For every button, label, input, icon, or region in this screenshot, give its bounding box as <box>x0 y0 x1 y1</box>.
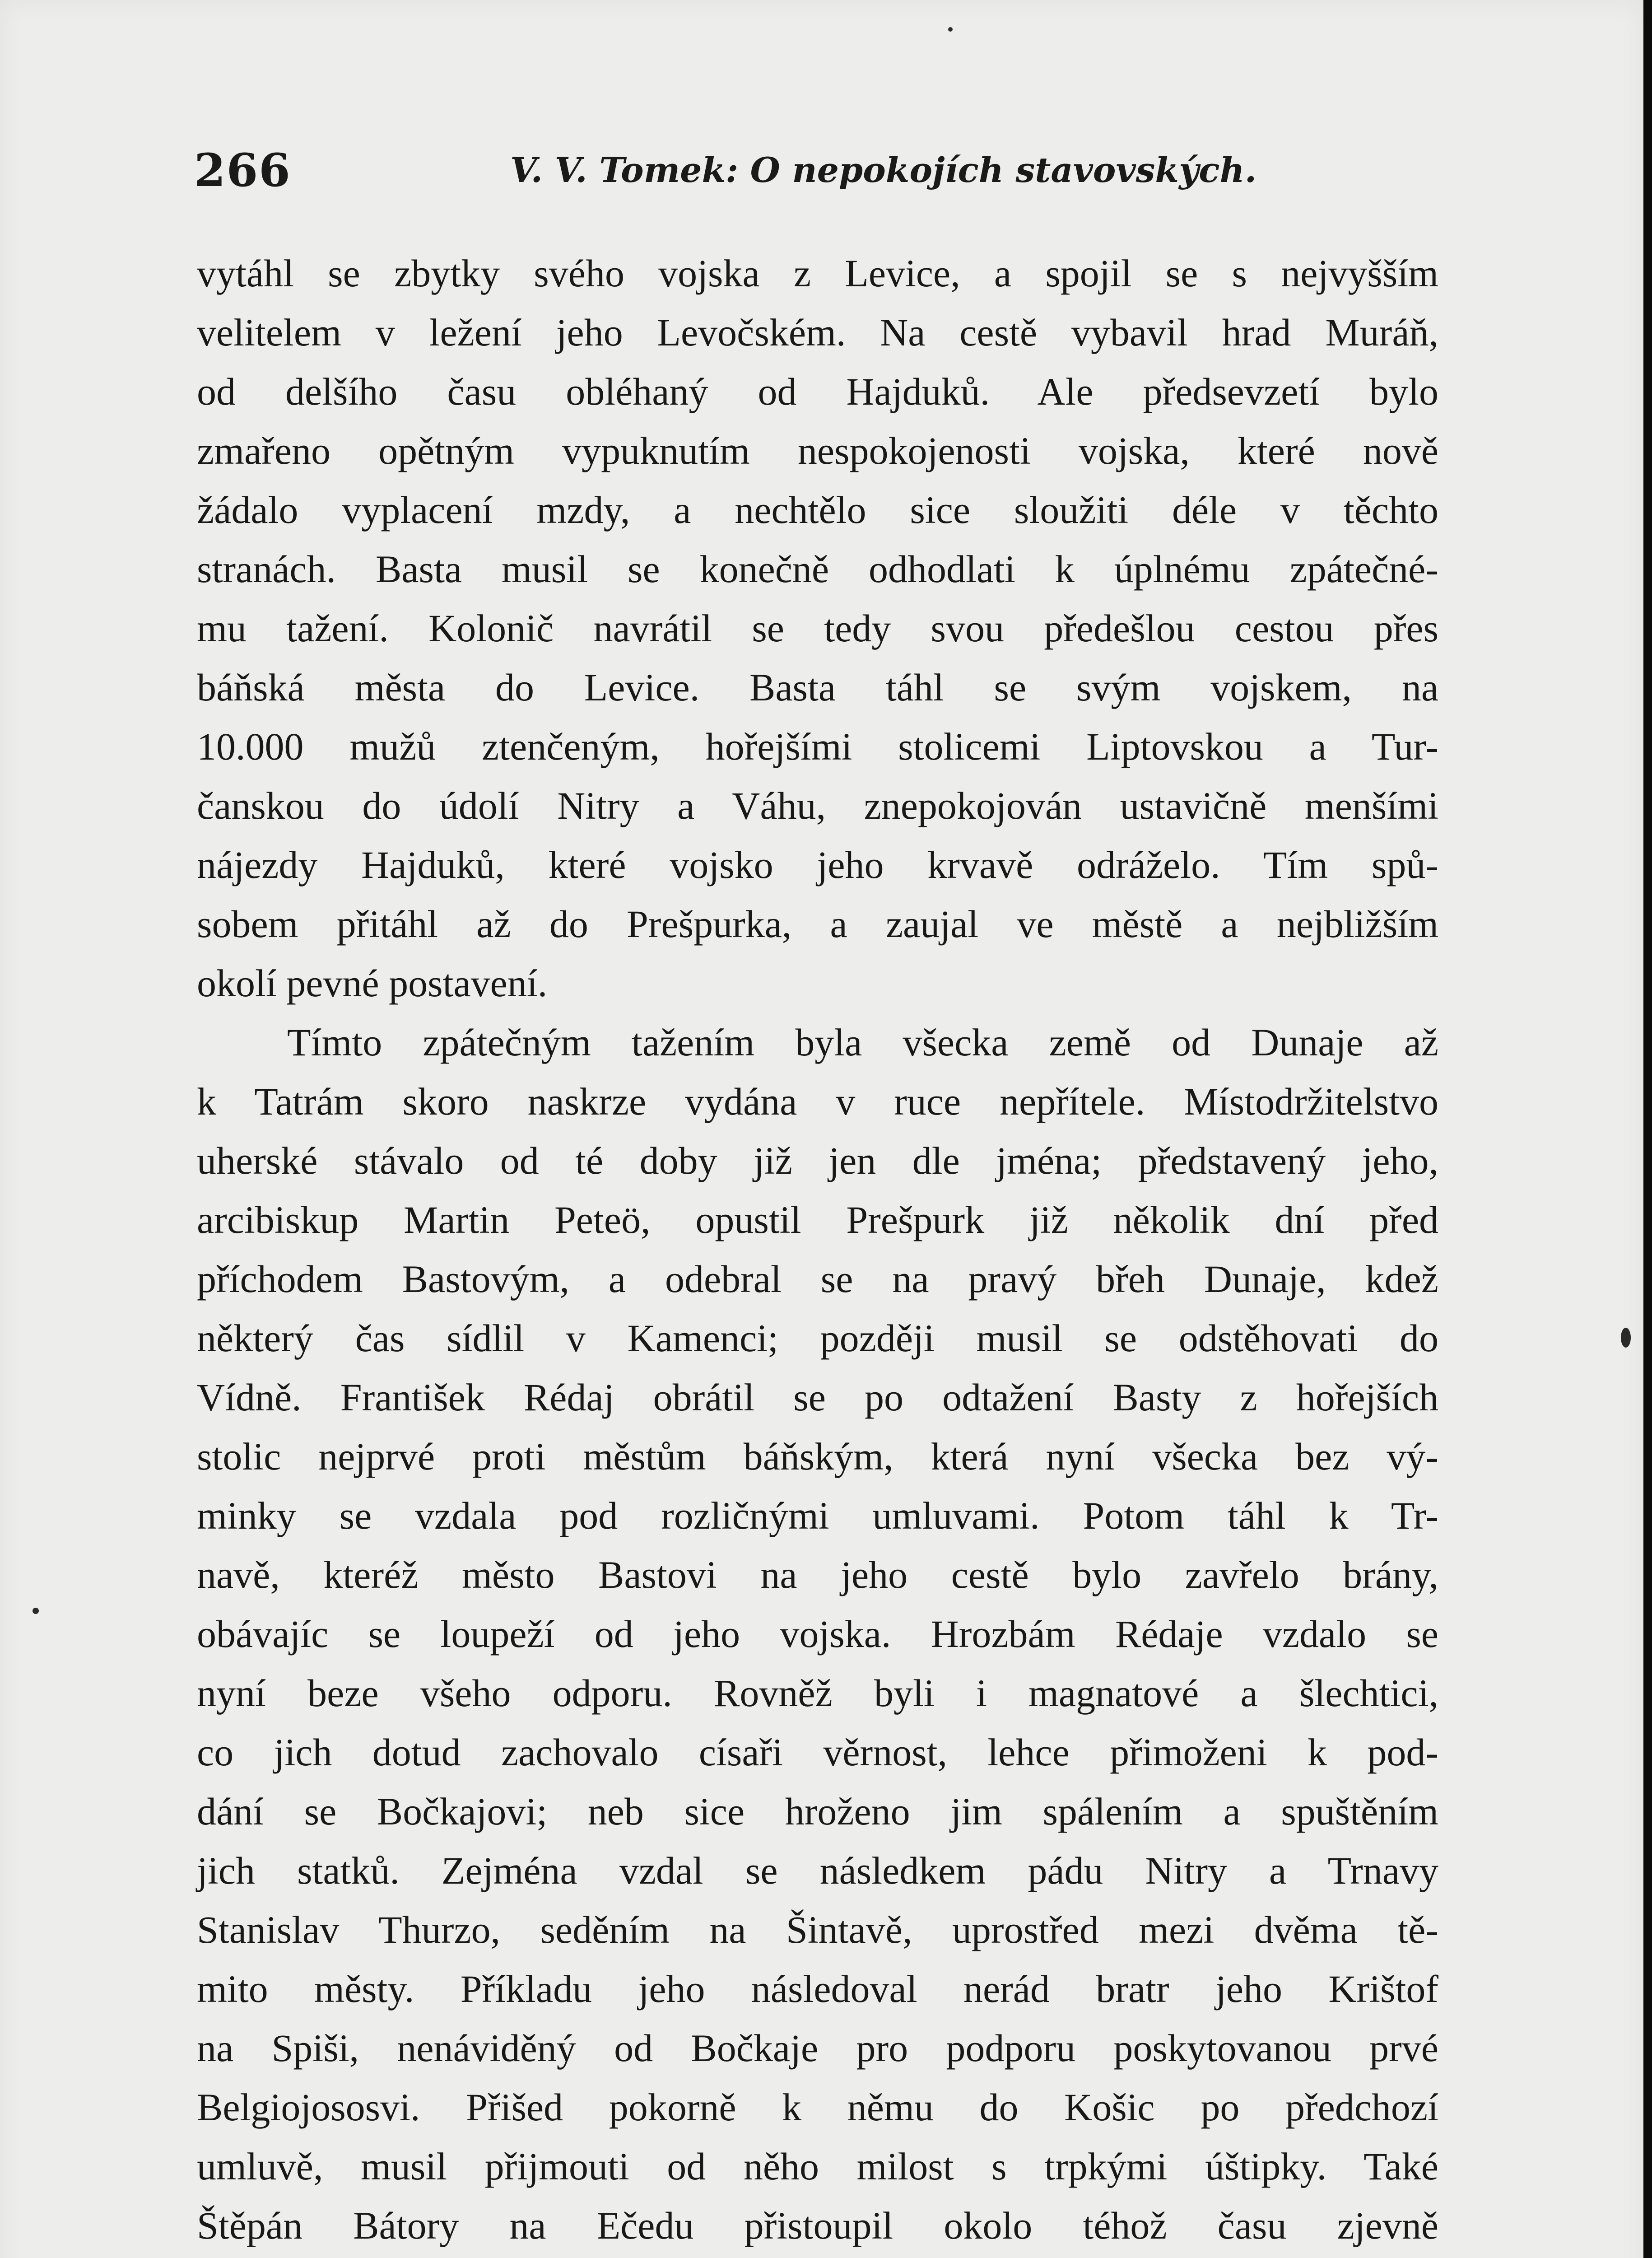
text-line: na Spiši, nenáviděný od Bočkaje pro podporu poskytovanou prvé <box>197 2026 1438 2070</box>
text-line: stranách. Basta musil se konečně odhodlati k úplnému zpátečné- <box>197 547 1438 591</box>
page-number: 266 <box>194 144 291 197</box>
text-line: obávajíc se loupeží od jeho vojska. Hrozbám Rédaje vzdalo se <box>197 1612 1438 1656</box>
text-line: arcibiskup Martin Peteö, opustil Prešpurk již několik dní před <box>197 1198 1438 1241</box>
text-line: Štěpán Bátory na Ečedu přistoupil okolo téhož času zjevně <box>197 2204 1438 2247</box>
text-line: čanskou do údolí Nitry a Váhu, znepokojován ustavičně menšími <box>197 784 1438 827</box>
text-line: umluvě, musil přijmouti od něho milost s trpkými úštipky. Také <box>197 2145 1438 2188</box>
running-title: V. V. Tomek: O nepokojích stavovských. <box>510 150 1257 190</box>
text-line: co jich dotud zachovalo císaři věrnost, lehce přimoženi k pod- <box>197 1731 1438 1774</box>
text-line: Stanislav Thurzo, seděním na Šintavě, uprostřed mezi dvěma tě- <box>197 1908 1438 1951</box>
text-line: žádalo vyplacení mzdy, a nechtělo sice sloužiti déle v těchto <box>197 488 1438 532</box>
body-text <box>197 244 1438 2258</box>
scan-edge <box>1643 0 1652 2258</box>
text-line: Vídně. František Rédaj obrátil se po odtažení Basty z hořejších <box>197 1376 1438 1419</box>
text-line: některý čas sídlil v Kamenci; později musil se odstěhovati do <box>197 1316 1438 1360</box>
text-line: 10.000 mužů ztenčeným, hořejšími stolicemi Liptovskou a Tur- <box>197 725 1438 768</box>
text-line: nájezdy Hajduků, které vojsko jeho krvavě odráželo. Tím spů- <box>197 843 1438 886</box>
text-line: uherské stávalo od té doby již jen dle jména; představený jeho, <box>197 1139 1438 1182</box>
paper-speck <box>33 1608 39 1614</box>
text-line: sobem přitáhl až do Prešpurka, a zaujal ve městě a nejbližším <box>197 902 1438 946</box>
text-line: stolic nejprvé proti městům báňským, která nyní všecka bez vý- <box>197 1435 1438 1478</box>
text-line: báňská města do Levice. Basta táhl se svým vojskem, na <box>197 666 1438 709</box>
text-line: mito městy. Příkladu jeho následoval nerád bratr jeho Krištof <box>197 1967 1438 2011</box>
paper-speck <box>1621 1328 1631 1348</box>
paragraph-end-line <box>197 2255 1438 2258</box>
text-line: jich statků. Zejména vzdal se následkem pádu Nitry a Trnavy <box>197 1849 1438 1892</box>
paper-speck <box>948 27 953 32</box>
text-line: od delšího času obléhaný od Hajduků. Ale předsevzetí bylo <box>197 370 1438 413</box>
text-line: Belgiojososvi. Přišed pokorně k němu do Košic po předchozí <box>197 2085 1438 2129</box>
text-line: k Tatrám skoro naskrze vydána v ruce nepřítele. Místodržitelstvo <box>197 1080 1438 1123</box>
text-line: dání se Bočkajovi; neb sice hroženo jim spálením a spuštěním <box>197 1790 1438 1833</box>
text-line: mu tažení. Kolonič navrátil se tedy svou předešlou cestou přes <box>197 606 1438 650</box>
text-line: příchodem Bastovým, a odebral se na pravý břeh Dunaje, kdež <box>197 1257 1438 1301</box>
text-line: nyní beze všeho odporu. Rovněž byli i magnatové a šlechtici, <box>197 1671 1438 1715</box>
text-line: minky se vzdala pod rozličnými umluvami. Potom táhl k Tr- <box>197 1494 1438 1537</box>
page-header <box>194 144 1440 198</box>
paragraph-end-line: okolí pevné postavení. <box>197 961 548 1005</box>
text-line: velitelem v ležení jeho Levočském. Na cestě vybavil hrad Muráň, <box>197 311 1438 354</box>
paragraph-start-line: Tímto zpátečným tažením byla všecka země od Dunaje až <box>287 1021 1438 1064</box>
text-line: vytáhl se zbytky svého vojska z Levice, a spojil se s nejvyšším <box>197 252 1438 295</box>
text-line: zmařeno opětným vypuknutím nespokojenosti vojska, které nově <box>197 429 1438 472</box>
text-line: navě, kteréž město Bastovi na jeho cestě bylo zavřelo brány, <box>197 1553 1438 1596</box>
